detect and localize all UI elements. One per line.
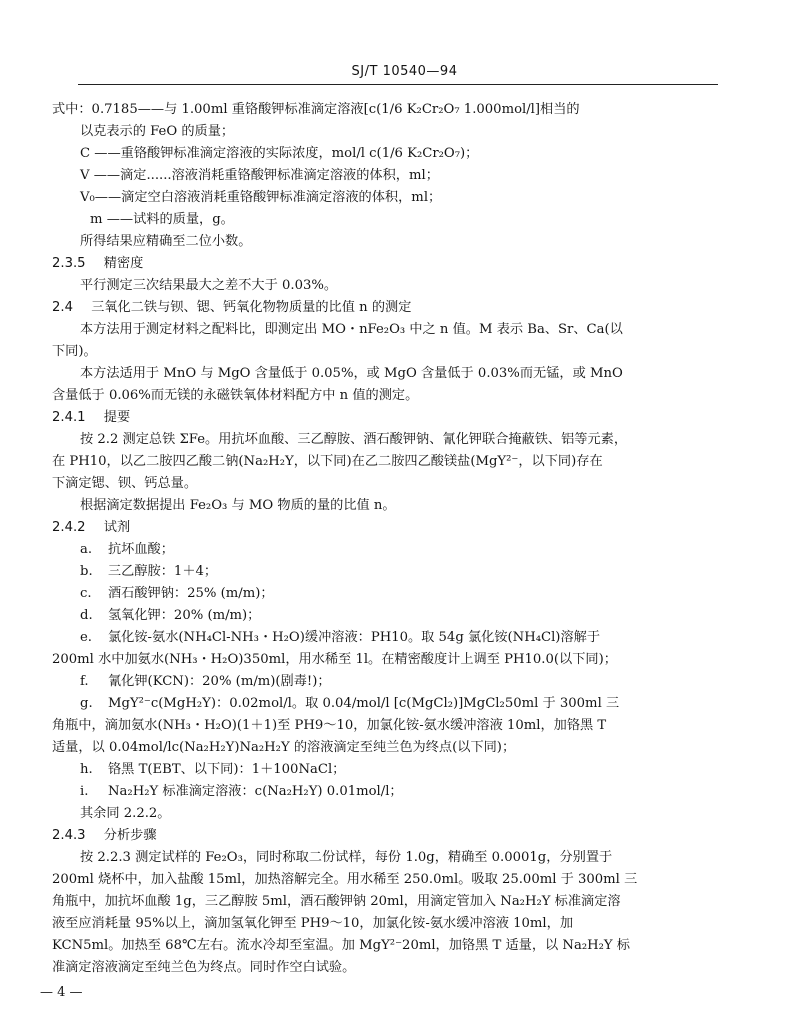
where-intro: 式中：0.7185——与 1.00ml 重铬酸钾标准滴定溶液[c(1/6 K₂Cr₂O₇ 1.000mol/l]相当的 [52, 102, 580, 117]
procedure-line: 液至应消耗量 95%以上，滴加氢氧化钾至 PH9～10，加氯化铵-氨水缓冲溶液 10ml，加 [52, 916, 574, 931]
paragraph: 下同)。 [52, 344, 97, 359]
standard-number: SJ/T 10540—94 [351, 64, 458, 79]
procedure-line: 角瓶中，加抗坏血酸 1g，三乙醇胺 5ml，酒石酸钾钠 20ml，用滴定管加入 Na₂H₂Y 标准滴定溶 [52, 894, 621, 909]
section-title: 精密度 [103, 256, 144, 271]
section-2-4-2-heading [52, 519, 130, 537]
paragraph: 在 PH10，以乙二胺四乙酸二钠(Na₂H₂Y，以下同)在乙二胺四乙酸镁盐(MgY²⁻，以下同)存在 [52, 454, 603, 469]
section-2-4-1-heading [52, 409, 130, 427]
procedure-line: 200ml 烧杯中，加入盐酸 15ml，加热溶解完全。用水稀至 250.0ml。吸取 25.00ml 于 300ml 三 [52, 872, 638, 887]
where-intro-cont: 以克表示的 FeO 的质量； [80, 124, 235, 139]
section-title: 提要 [103, 410, 131, 425]
reagent-item: h. 铬黑 T(EBT、以下同)：1＋100NaCl； [80, 762, 346, 777]
paragraph: 本方法适用于 MnO 与 MgO 含量低于 0.05%，或 MgO 含量低于 0.03%而无锰，或 MnO [80, 366, 623, 381]
section-number: 2.3.5 [52, 256, 86, 271]
paragraph: 按 2.2 测定总铁 ΣFe。用抗坏血酸、三乙醇胺、酒石酸钾钠、氰化钾联合掩蔽铁、铝等元素， [80, 432, 628, 447]
reagent-item: e. 氯化铵-氨水(NH₄Cl-NH₃・H₂O)缓冲溶液：PH10。取 54g 氯化铵(NH₄Cl)溶解于 [80, 630, 601, 645]
reagent-item: f. 氰化钾(KCN)：20% (m/m)(剧毒!)； [80, 674, 331, 689]
paragraph: 下滴定锶、钡、钙总量。 [52, 476, 198, 491]
section-number: 2.4 [52, 300, 73, 315]
reagent-item-cont: 200ml 水中加氨水(NH₃・H₂O)350ml，用水稀至 1l。在精密酸度计上调至 PH10.0(以下同)； [52, 652, 617, 667]
precision-text: 平行测定三次结果最大之差不大于 0.03%。 [80, 278, 338, 293]
paragraph: 根据滴定数据提出 Fe₂O₃ 与 MO 物质的量的比值 n。 [80, 498, 396, 513]
procedure-line: KCN5ml。加热至 68℃左右。流水冷却至室温。加 MgY²⁻20ml，加铬黑 T 适量，以 Na₂H₂Y 标 [52, 938, 630, 953]
reagent-other: 其余同 2.2.2。 [80, 806, 171, 821]
section-title: 试剂 [103, 520, 131, 535]
def-v0: V₀——滴定空白溶液消耗重铬酸钾标准滴定溶液的体积，ml； [80, 190, 442, 205]
section-number: 2.4.2 [52, 520, 86, 535]
reagent-item: a. 抗坏血酸； [80, 542, 174, 557]
procedure-line: 按 2.2.3 测定试样的 Fe₂O₃，同时称取二份试样，每份 1.0g，精确至 0.0001g，分别置于 [80, 850, 613, 865]
section-2-4-3-heading [52, 827, 157, 845]
result-note: 所得结果应精确至二位小数。 [80, 234, 252, 249]
header-rule [78, 84, 718, 85]
section-title: 分析步骤 [103, 828, 157, 843]
reagent-item-cont: 角瓶中，滴加氨水(NH₃・H₂O)(1＋1)至 PH9～10，加氯化铵-氨水缓冲溶液 10ml，加铬黑 T [52, 718, 607, 733]
reagent-item: c. 酒石酸钾钠：25% (m/m)； [80, 586, 274, 601]
paragraph: 含量低于 0.06%而无镁的永磁铁氧体材料配方中 n 值的测定。 [52, 388, 419, 403]
section-number: 2.4.3 [52, 828, 86, 843]
section-2-3-5-heading [52, 255, 143, 273]
section-number: 2.4.1 [52, 410, 86, 425]
reagent-item: g. MgY²⁻c(MgH₂Y)：0.02mol/l。取 0.04/mol/l [c(MgCl₂)]MgCl₂50ml 于 300ml 三 [80, 696, 620, 711]
def-c: C ——重铬酸钾标准滴定溶液的实际浓度，mol/l c(1/6 K₂Cr₂O₇)； [80, 146, 479, 161]
section-2-4-heading [52, 299, 411, 317]
def-v: V ——滴定......溶液消耗重铬酸钾标准滴定溶液的体积，ml； [80, 168, 439, 183]
reagent-item: d. 氢氧化钾：20% (m/m)； [80, 608, 261, 623]
page-number: — 4 — [40, 985, 83, 1000]
procedure-line: 准滴定溶液滴定至纯兰色为终点。同时作空白试验。 [52, 960, 356, 975]
reagent-item-cont: 适量，以 0.04mol/lc(Na₂H₂Y)Na₂H₂Y 的溶液滴定至纯兰色为终点(以下同)； [52, 740, 516, 755]
section-title: 三氧化二铁与钡、锶、钙氧化物物质量的比值 n 的测定 [91, 300, 412, 315]
paragraph: 本方法用于测定材料之配料比，即测定出 MO・nFe₂O₃ 中之 n 值。M 表示 Ba、Sr、Ca(以 [80, 322, 623, 337]
def-m: m ——试料的质量，g。 [90, 212, 234, 227]
reagent-item: i. Na₂H₂Y 标准滴定溶液：c(Na₂H₂Y) 0.01mol/l； [80, 784, 403, 799]
reagent-item: b. 三乙醇胺：1＋4； [80, 564, 218, 579]
